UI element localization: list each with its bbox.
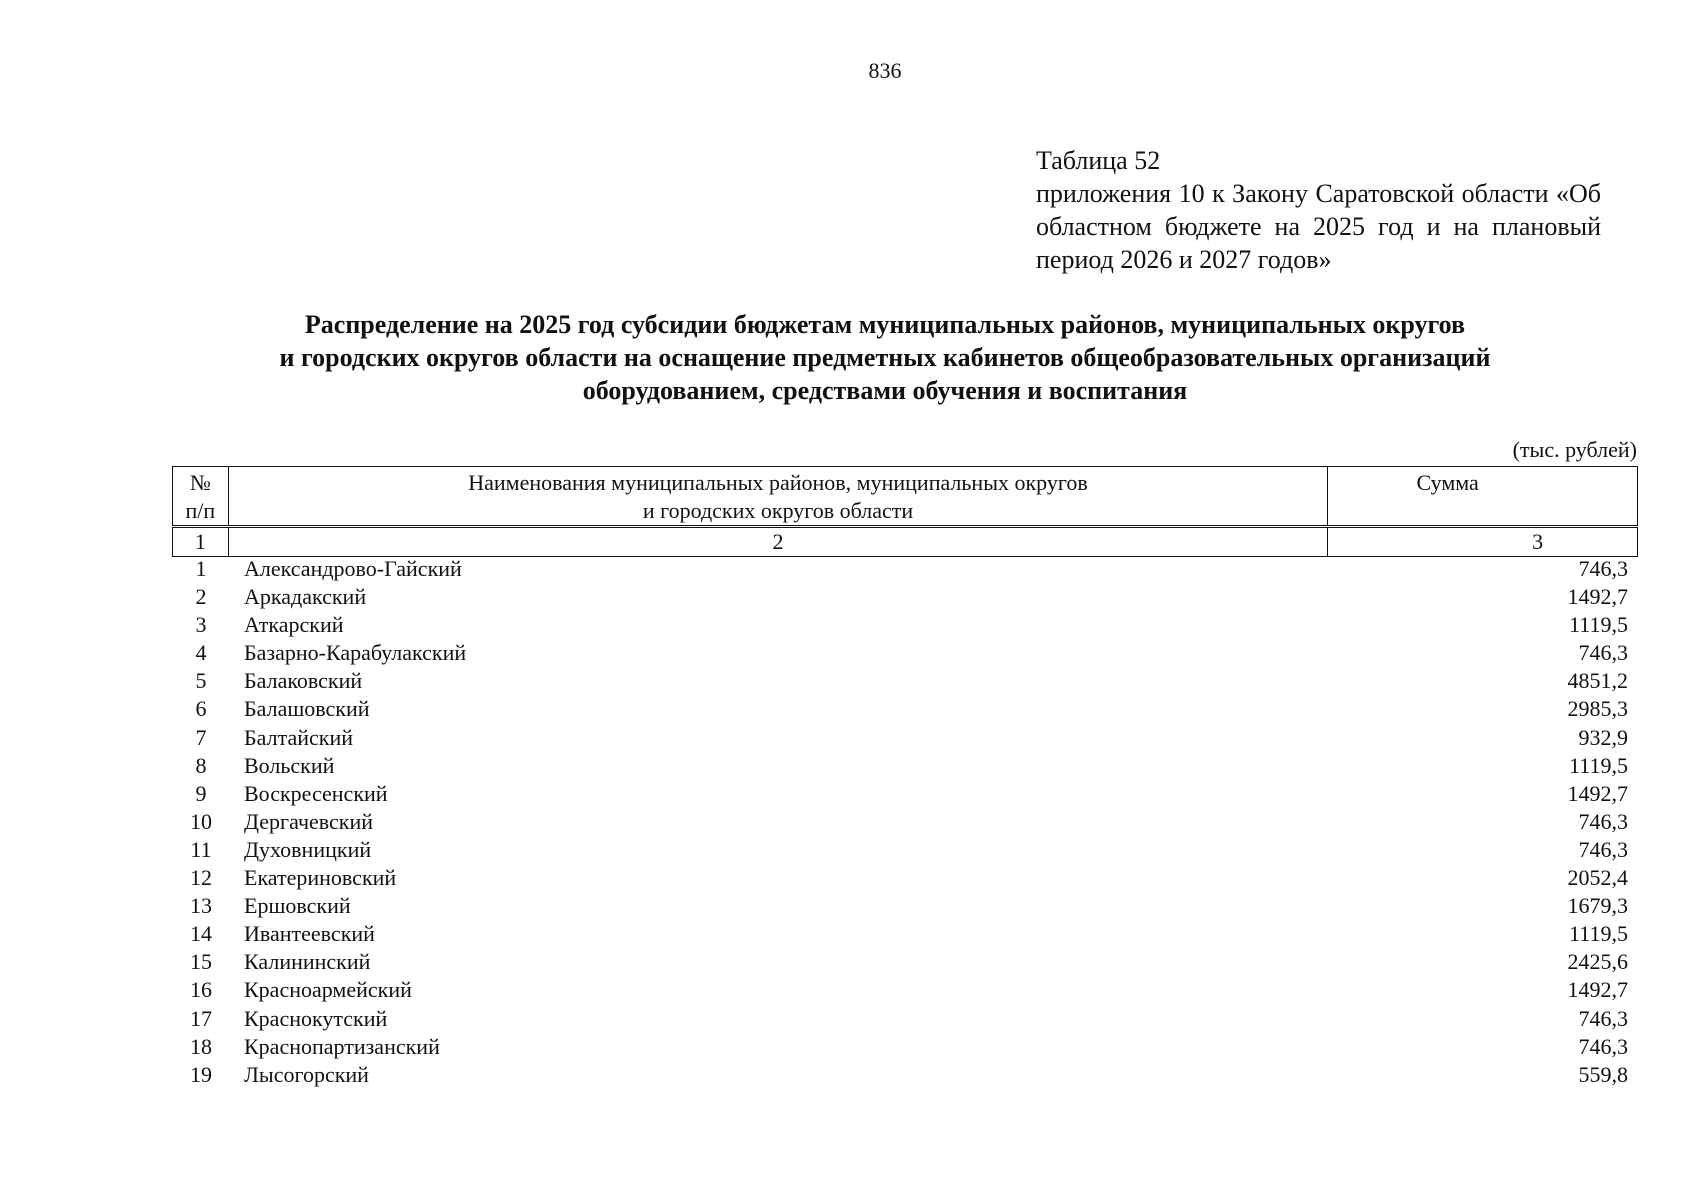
row-name: Дергачевский xyxy=(244,808,374,834)
table-row xyxy=(172,808,1638,836)
table-row xyxy=(172,920,1638,948)
row-name: Александрово-Гайский xyxy=(244,556,462,581)
row-number: 12 xyxy=(190,865,212,891)
row-sum: 559,8 xyxy=(1578,1061,1628,1087)
row-number: 1 xyxy=(195,556,207,581)
row-number: 5 xyxy=(195,668,207,694)
row-sum: 746,3 xyxy=(1578,1005,1628,1031)
row-name: Лысогорский xyxy=(244,1061,369,1087)
row-sum: 1119,5 xyxy=(1569,752,1628,778)
row-number: 10 xyxy=(190,808,212,834)
units-label: (тыс. рублей) xyxy=(1512,437,1637,462)
table-row xyxy=(172,892,1638,920)
row-number: 14 xyxy=(190,921,212,947)
column-number: 1 xyxy=(173,527,229,557)
row-number: 4 xyxy=(195,640,207,666)
row-name: Аркадакский xyxy=(244,584,367,610)
table-row xyxy=(172,948,1638,976)
table-row xyxy=(172,555,1638,583)
row-number: 16 xyxy=(190,977,212,1003)
row-sum: 2052,4 xyxy=(1567,865,1628,891)
table-row xyxy=(172,667,1638,695)
header-name-cell xyxy=(228,467,1328,527)
row-name: Калининский xyxy=(244,949,371,975)
row-name: Екатериновский xyxy=(244,865,397,891)
row-number: 7 xyxy=(195,724,207,750)
column-number-row xyxy=(173,527,1638,557)
header-num-line1: № xyxy=(189,470,211,495)
row-number: 11 xyxy=(190,836,212,862)
row-name: Духовницкий xyxy=(244,836,372,862)
row-sum: 932,9 xyxy=(1578,724,1628,750)
row-sum: 746,3 xyxy=(1578,836,1628,862)
row-sum: 746,3 xyxy=(1578,556,1628,581)
row-name: Краснопартизанский xyxy=(244,1033,440,1059)
table-row xyxy=(172,864,1638,892)
header-row xyxy=(173,467,1638,527)
table-row xyxy=(172,836,1638,864)
row-number: 17 xyxy=(190,1005,212,1031)
row-number: 6 xyxy=(195,696,207,722)
table-row xyxy=(172,1005,1638,1033)
row-sum: 2985,3 xyxy=(1567,696,1628,722)
row-sum: 746,3 xyxy=(1578,1033,1628,1059)
header-name-line1: Наименования муниципальных районов, муниципальных округов xyxy=(468,470,1088,495)
table-row xyxy=(172,1061,1638,1089)
row-sum: 746,3 xyxy=(1578,808,1628,834)
title-line: оборудованием, средствами обучения и воспитания xyxy=(582,376,1188,405)
table-row xyxy=(172,724,1638,752)
page-number: 836 xyxy=(868,58,902,83)
title-line: и городских округов области на оснащение предметных кабинетов общеобразовательных организаций xyxy=(279,343,1491,372)
table-row xyxy=(172,780,1638,808)
header-sum-cell: Сумма xyxy=(1328,467,1638,527)
header-num-cell xyxy=(173,467,229,527)
table-row xyxy=(172,752,1638,780)
table-row xyxy=(172,695,1638,723)
row-name: Воскресенский xyxy=(244,780,388,806)
row-sum: 4851,2 xyxy=(1567,668,1628,694)
row-sum: 1119,5 xyxy=(1569,612,1628,638)
row-number: 18 xyxy=(190,1033,212,1059)
table-row xyxy=(172,1033,1638,1061)
row-number: 9 xyxy=(195,780,207,806)
column-number: 2 xyxy=(228,527,1328,557)
row-number: 2 xyxy=(195,584,207,610)
table-row xyxy=(172,639,1638,667)
row-name: Базарно-Карабулакский xyxy=(244,640,467,666)
title-line: Распределение на 2025 год субсидии бюджетам муниципальных районов, муниципальных округов xyxy=(304,310,1466,339)
row-sum: 746,3 xyxy=(1578,640,1628,666)
table-body xyxy=(172,555,1638,1089)
row-name: Красноармейский xyxy=(244,977,412,1003)
table-row xyxy=(172,611,1638,639)
header-name-line2: и городских округов области xyxy=(642,498,914,523)
row-number: 19 xyxy=(190,1061,212,1087)
table-row xyxy=(172,583,1638,611)
row-sum: 1679,3 xyxy=(1567,893,1628,919)
header-num-line2: п/п xyxy=(185,498,216,523)
row-name: Балаковский xyxy=(244,668,363,694)
row-name: Вольский xyxy=(244,752,335,778)
row-number: 8 xyxy=(195,752,207,778)
row-sum: 1119,5 xyxy=(1569,921,1628,947)
table-row xyxy=(172,976,1638,1004)
row-sum: 1492,7 xyxy=(1567,584,1628,610)
table-header xyxy=(172,466,1638,557)
row-sum: 2425,6 xyxy=(1567,949,1628,975)
row-number: 13 xyxy=(190,893,212,919)
row-name: Ершовский xyxy=(244,893,351,919)
annex-text: приложения 10 к Закону Саратовской области «Об областном бюджете на 2025 год и на плановый период 2026 и 2027 годов» xyxy=(1036,179,1601,274)
row-name: Ивантеевский xyxy=(244,921,375,947)
row-sum: 1492,7 xyxy=(1567,977,1628,1003)
row-name: Балашовский xyxy=(244,696,370,722)
row-sum: 1492,7 xyxy=(1567,780,1628,806)
annex-block xyxy=(1036,144,1601,276)
row-number: 3 xyxy=(195,612,207,638)
document-title xyxy=(160,308,1610,407)
column-number: 3 xyxy=(1328,527,1638,557)
row-name: Балтайский xyxy=(244,724,353,750)
row-name: Аткарский xyxy=(244,612,344,638)
row-number: 15 xyxy=(190,949,212,975)
table-label: Таблица 52 xyxy=(1036,146,1161,175)
row-name: Краснокутский xyxy=(244,1005,388,1031)
